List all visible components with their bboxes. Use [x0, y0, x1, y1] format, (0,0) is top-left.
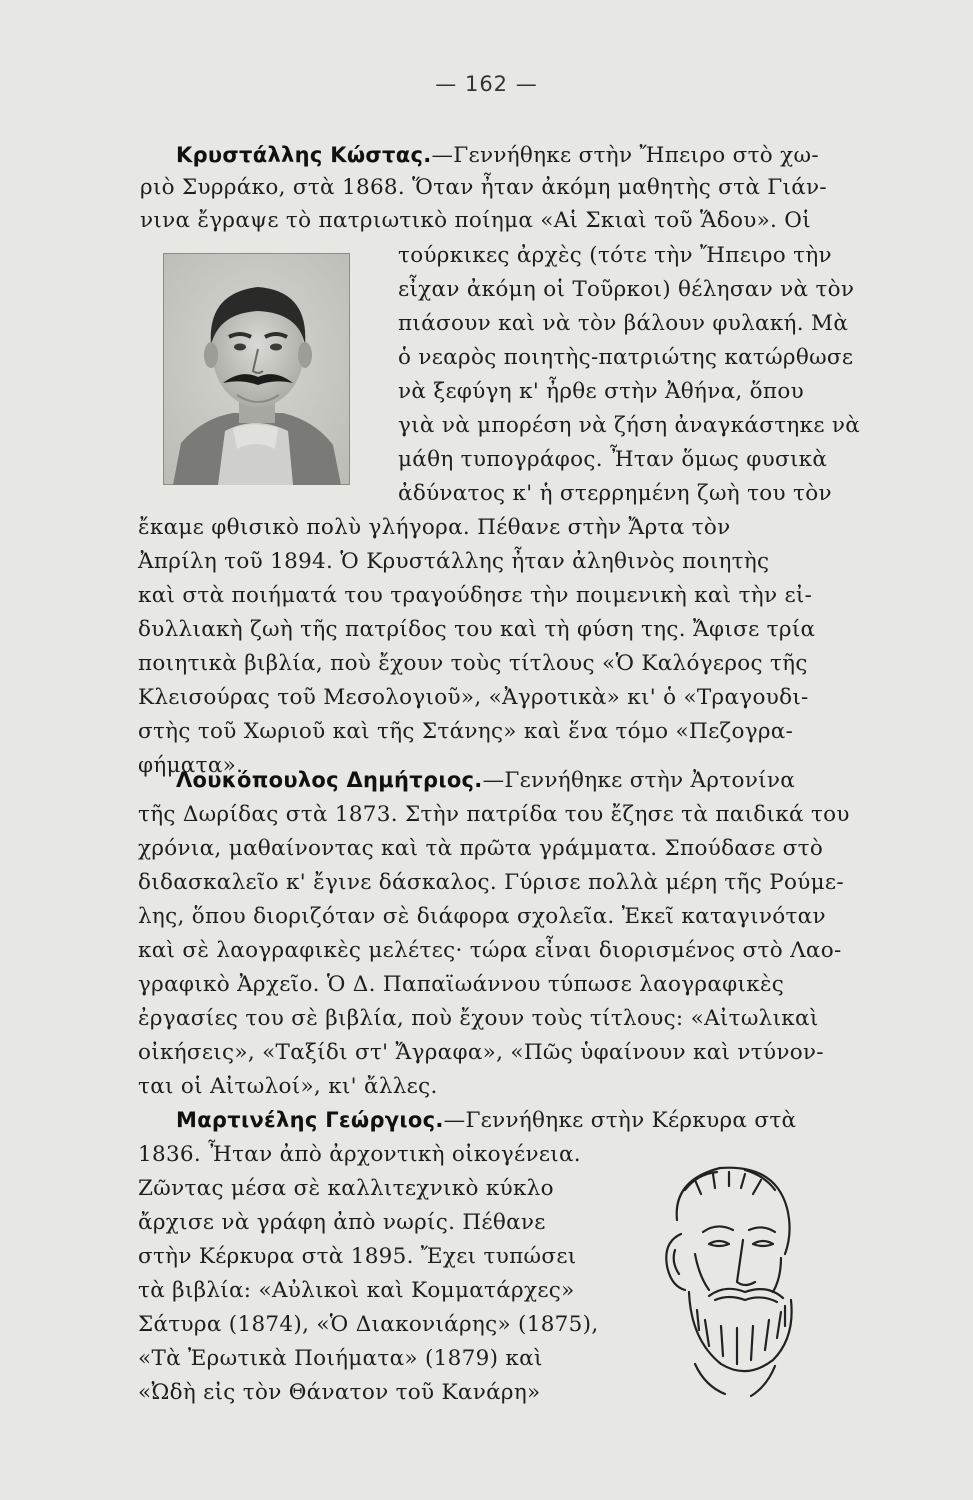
text-line: διδασκαλεῖο κ' ἔγινε δάσκαλος. Γύρισε πολλὰ μέρη τῆς Ρούμε- — [138, 870, 844, 895]
text-line: ἔκαμε φθισικὸ πολὺ γλήγορα. Πέθανε στὴν Ἄρτα τὸν — [138, 515, 731, 540]
text-line: ὁ νεαρὸς ποιητὴς-πατριώτης κατώρθωσε — [398, 345, 854, 370]
text-line: μάθη τυπογράφος. Ἦταν ὅμως φυσικὰ — [398, 447, 828, 472]
entry-2-first-line: Λουκόπουλος Δημήτριος.—Γεννήθηκε στὴν Ἀρτονίνα — [176, 768, 796, 793]
entry-heading: Μαρτινέλης Γεώργιος. — [176, 1108, 444, 1132]
text-line: 1836. Ἦταν ἀπὸ ἀρχοντικὴ οἰκογένεια. — [138, 1142, 581, 1167]
text-line: λης, ὅπου διοριζόταν σὲ διάφορα σχολεῖα. Ἐκεῖ καταγινόταν — [138, 904, 826, 929]
text-line: ἐργασίες του σὲ βιβλία, ποὺ ἔχουν τοὺς τίτλους: «Αἰτωλικαὶ — [138, 1006, 819, 1031]
text-line: Ζῶντας μέσα σὲ καλλιτεχνικὸ κύκλο — [138, 1176, 554, 1201]
page-number: — 162 — — [435, 72, 538, 96]
text-line: στὴν Κέρκυρα στὰ 1895. Ἔχει τυπώσει — [138, 1244, 577, 1269]
martinelis-sketch-portrait — [625, 1150, 825, 1405]
text-line: ἄρχισε νὰ γράφη ἀπὸ νωρίς. Πέθανε — [138, 1210, 546, 1235]
text-line: καὶ στὰ ποιήματά του τραγούδησε τὴν ποιμενικὴ καὶ τὴν εἰ- — [138, 583, 813, 608]
text-line: Ἀπρίλη τοῦ 1894. Ὁ Κρυστάλλης ἦταν ἀληθινὸς ποιητὴς — [138, 549, 770, 574]
text-line: νὰ ξεφύγη κ' ἦρθε στὴν Ἀθήνα, ὅπου — [398, 379, 804, 404]
text-line: νινα ἔγραψε τὸ πατριωτικὸ ποίημα «Αἱ Σκιαὶ τοῦ Ἅδου». Οἱ — [140, 208, 811, 233]
entry-heading: Λουκόπουλος Δημήτριος. — [176, 768, 483, 792]
text-line: Κλεισούρας τοῦ Μεσολογιοῦ», «Ἀγροτικὰ» κι' ὁ «Τραγουδι- — [138, 685, 809, 710]
text-line: τὰ βιβλία: «Αὐλικοὶ καὶ Κομματάρχες» — [138, 1278, 575, 1303]
text-line: οἰκήσεις», «Ταξίδι στ' Ἄγραφα», «Πῶς ὑφαίνουν καὶ ντύνον- — [138, 1040, 824, 1065]
text-line: γραφικὸ Ἀρχεῖο. Ὁ Δ. Παπαϊωάννου τύπωσε λαογραφικὲς — [138, 972, 785, 997]
text-line: χρόνια, μαθαίνοντας καὶ τὰ πρῶτα γράμματα. Σπούδασε στὸ — [138, 836, 824, 861]
text-line: φήματα». — [138, 753, 244, 778]
text-line: «Ὠδὴ εἰς τὸν Θάνατον τοῦ Κανάρη» — [138, 1380, 541, 1405]
entry-3-first-line: Μαρτινέλης Γεώργιος.—Γεννήθηκε στὴν Κέρκυρα στὰ — [176, 1108, 797, 1133]
text-line: τῆς Δωρίδας στὰ 1873. Στὴν πατρίδα του ἔζησε τὰ παιδικά του — [138, 802, 850, 827]
krystallis-photo-portrait — [163, 253, 350, 485]
text-line: ποιητικὰ βιβλία, ποὺ ἔχουν τοὺς τίτλους «Ὁ Καλόγερος τῆς — [138, 651, 808, 676]
text-line: καὶ σὲ λαογραφικὲς μελέτες· τώρα εἶναι διορισμένος στὸ Λαο- — [138, 938, 842, 963]
text-line: τούρκικες ἀρχὲς (τότε τὴν Ἤπειρο τὴν — [398, 243, 832, 268]
text-line: ριὸ Συρράκο, στὰ 1868. Ὅταν ἦταν ἀκόμη μαθητὴς στὰ Γιάν- — [140, 175, 827, 200]
text-line: εἶχαν ἀκόμη οἱ Τοῦρκοι) θέλησαν νὰ τὸν — [398, 277, 855, 302]
text-line: ἀδύνατος κ' ἡ στερρημένη ζωὴ του τὸν — [398, 481, 832, 506]
entry-1-first-line: Κρυστάλλης Κώστας.—Γεννήθηκε στὴν Ἤπειρο στὸ χω- — [176, 143, 819, 168]
text-line: «Τὰ Ἐρωτικὰ Ποιήματα» (1879) καὶ — [138, 1346, 543, 1371]
text-line: Σάτυρα (1874), «Ὁ Διακονιάρης» (1875), — [138, 1312, 599, 1337]
entry-heading: Κρυστάλλης Κώστας. — [176, 143, 432, 167]
text-line: ται οἱ Αἰτωλοί», κι' ἄλλες. — [138, 1074, 438, 1099]
text-line: δυλλιακὴ ζωὴ τῆς πατρίδος του καὶ τὴ φύση της. Ἄφισε τρία — [138, 617, 816, 642]
text-line: στὴς τοῦ Χωριοῦ καὶ τῆς Στάνης» καὶ ἕνα τόμο «Πεζογρα- — [138, 719, 794, 744]
text-line: πιάσουν καὶ νὰ τὸν βάλουν φυλακή. Μὰ — [398, 311, 849, 336]
text-line: γιὰ νὰ μπορέση νὰ ζήση ἀναγκάστηκε νὰ — [398, 413, 861, 438]
